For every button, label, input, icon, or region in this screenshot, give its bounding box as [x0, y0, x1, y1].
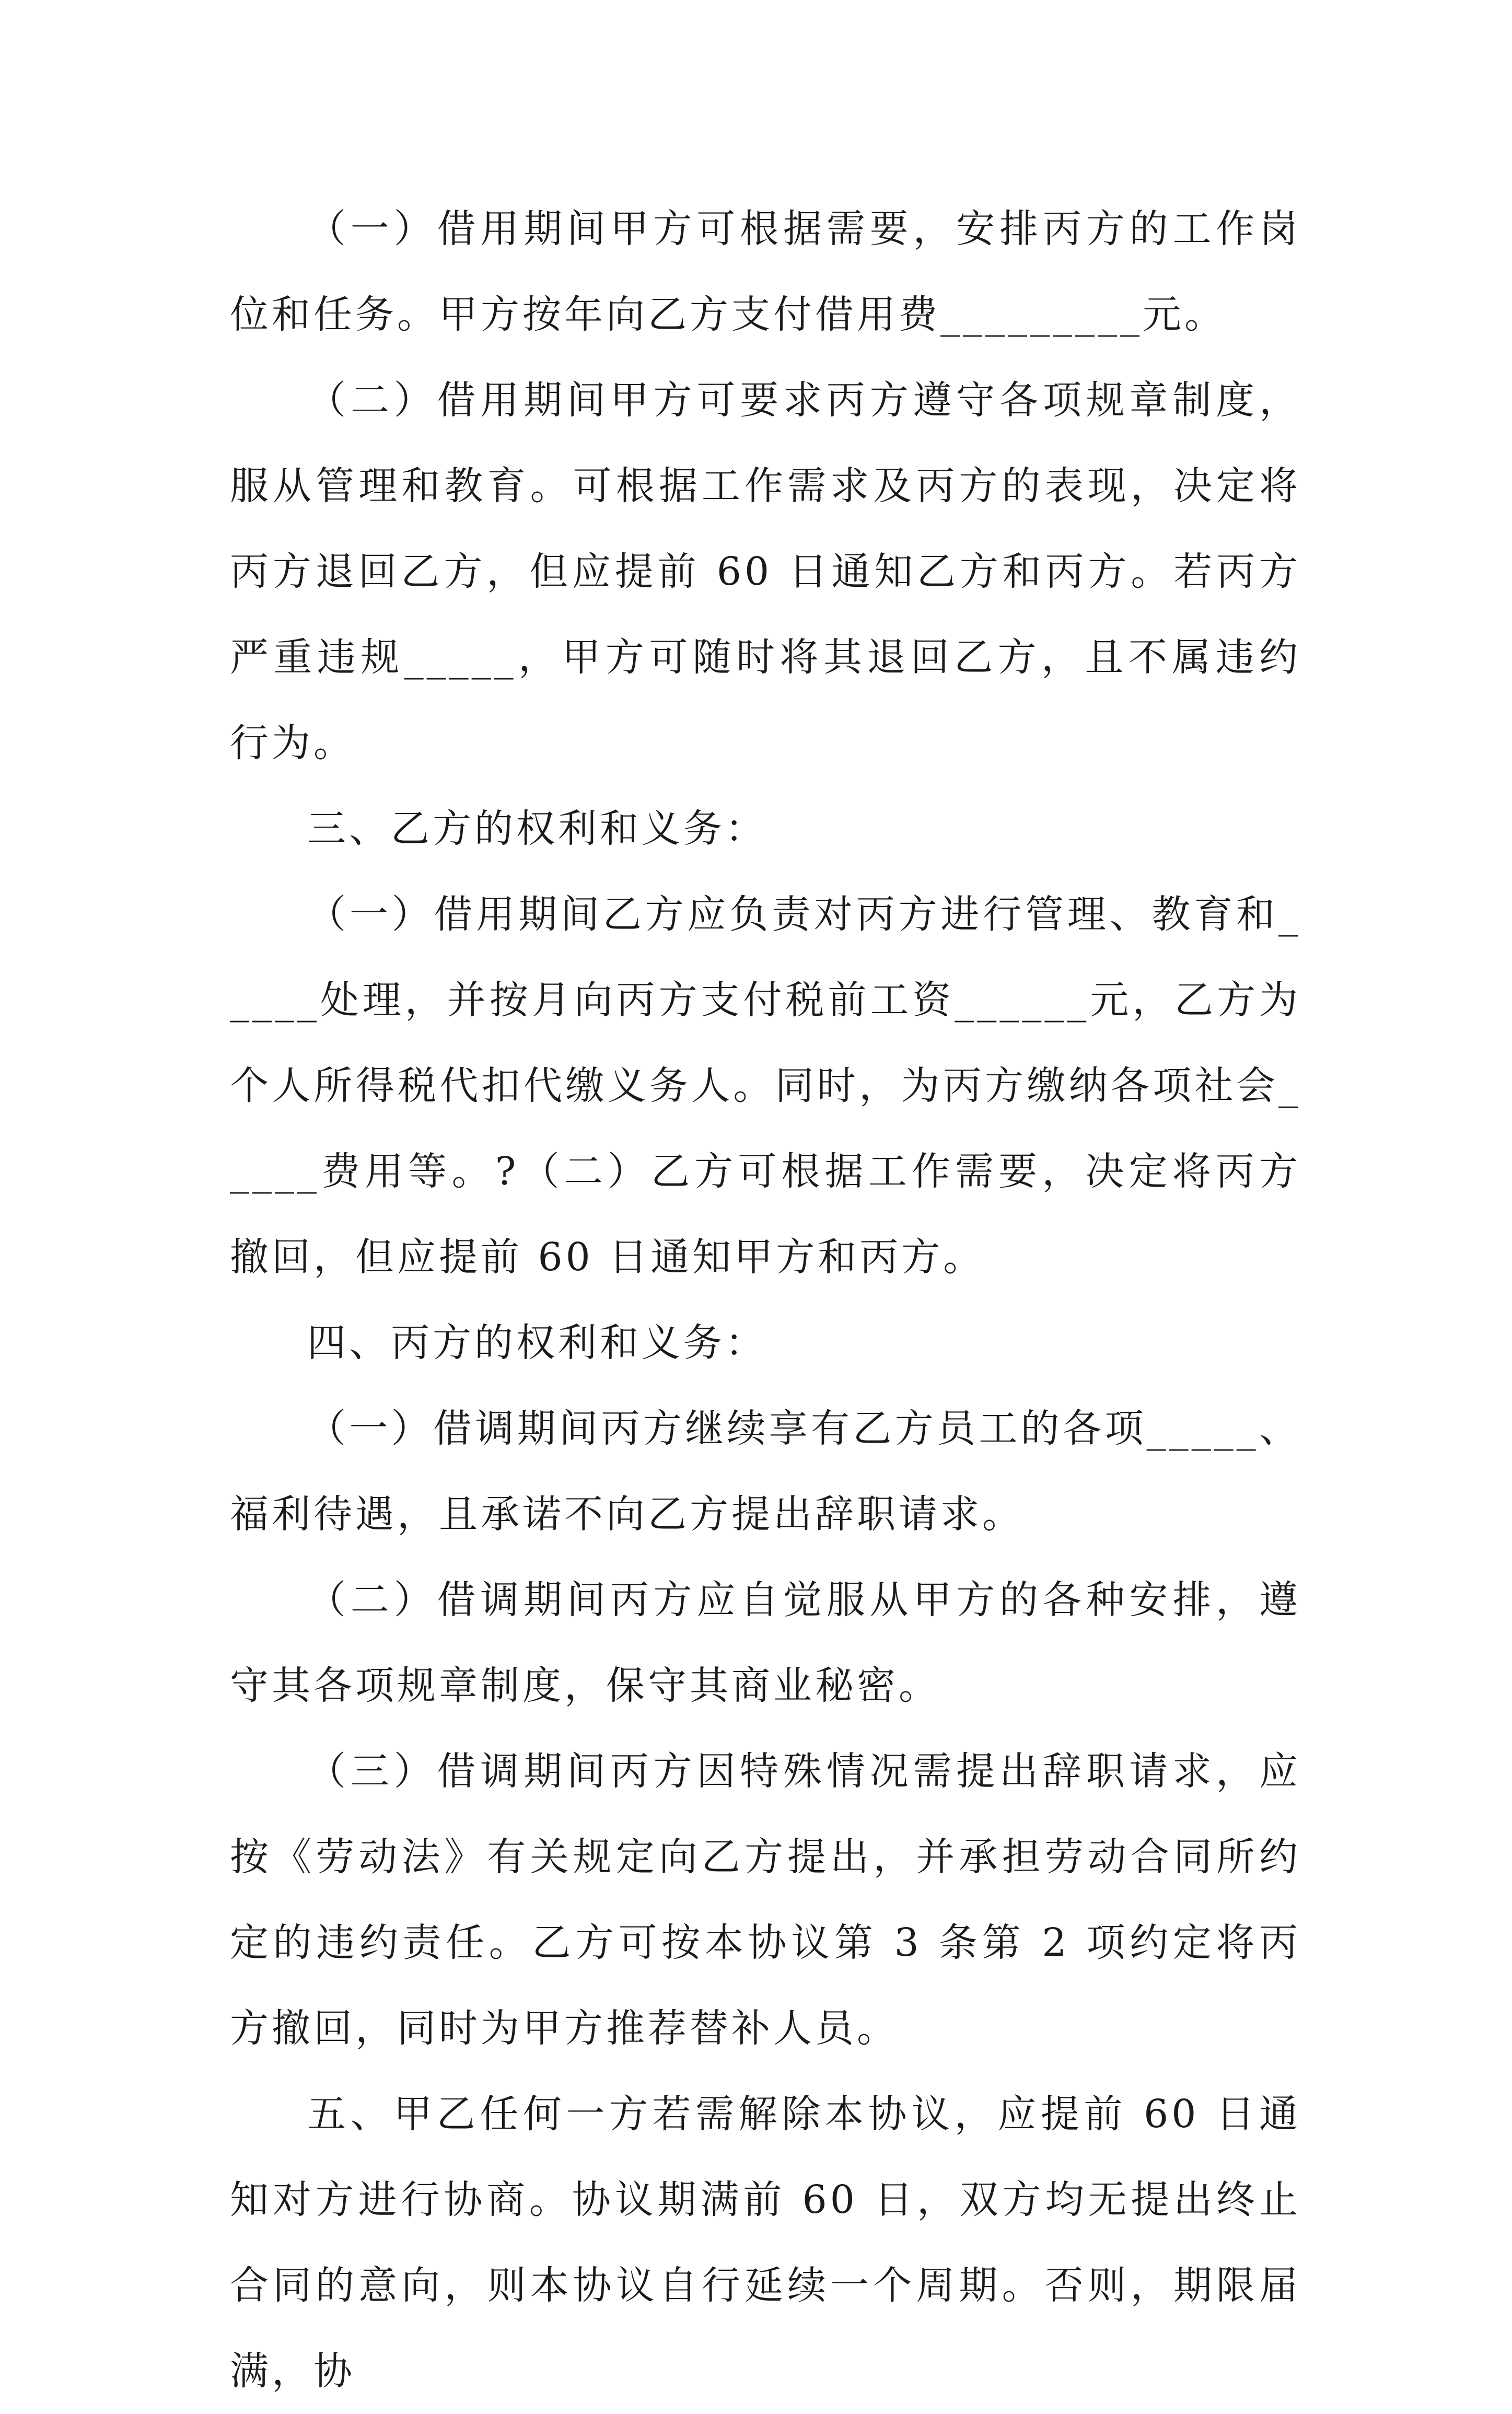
section-heading-party-c: 四、丙方的权利和义务：	[307, 1320, 767, 1365]
paragraph-party-b-clauses: （一）借用期间乙方应负责对丙方进行管理、教育和_____处理，并按月向丙方支付税前工资______元，乙方为个人所得税代扣代缴义务人。同时，为丙方缴纳各项社会_____费用等。?（二）乙方可根据工作需要，决定将丙方撤回，但应提前 60 日通知甲方和丙方。	[230, 892, 1301, 1280]
paragraph-party-a-clause-2: （二）借用期间甲方可要求丙方遵守各项规章制度，服从管理和教育。可根据工作需求及丙方的表现，决定将丙方退回乙方，但应提前 60 日通知乙方和丙方。若丙方严重违规_____，甲方可随时将其退回乙方，且不属违约行为。	[230, 378, 1301, 765]
paragraph-party-c-clause-3: （三）借调期间丙方因特殊情况需提出辞职请求，应按《劳动法》有关规定向乙方提出，并承担劳动合同所约定的违约责任。乙方可按本协议第 3 条第 2 项约定将丙方撤回，同时为甲方推荐替补人员。	[230, 1749, 1301, 2051]
paragraph-termination: 五、甲乙任何一方若需解除本协议，应提前 60 日通知对方进行协商。协议期满前 60 日，双方均无提出终止合同的意向，则本协议自行延续一个周期。否则，期限届满，协	[230, 2092, 1301, 2394]
paragraph-party-a-clause-1: （一）借用期间甲方可根据需要，安排丙方的工作岗位和任务。甲方按年向乙方支付借用费_________元。	[230, 206, 1301, 337]
section-heading-party-b: 三、乙方的权利和义务：	[307, 806, 767, 851]
paragraph-party-c-clause-1: （一）借调期间丙方继续享有乙方员工的各项_____、福利待遇，且承诺不向乙方提出辞职请求。	[230, 1406, 1301, 1537]
paragraph-party-c-clause-2: （二）借调期间丙方应自觉服从甲方的各种安排，遵守其各项规章制度，保守其商业秘密。	[230, 1577, 1301, 1708]
document-body	[230, 186, 1301, 2414]
